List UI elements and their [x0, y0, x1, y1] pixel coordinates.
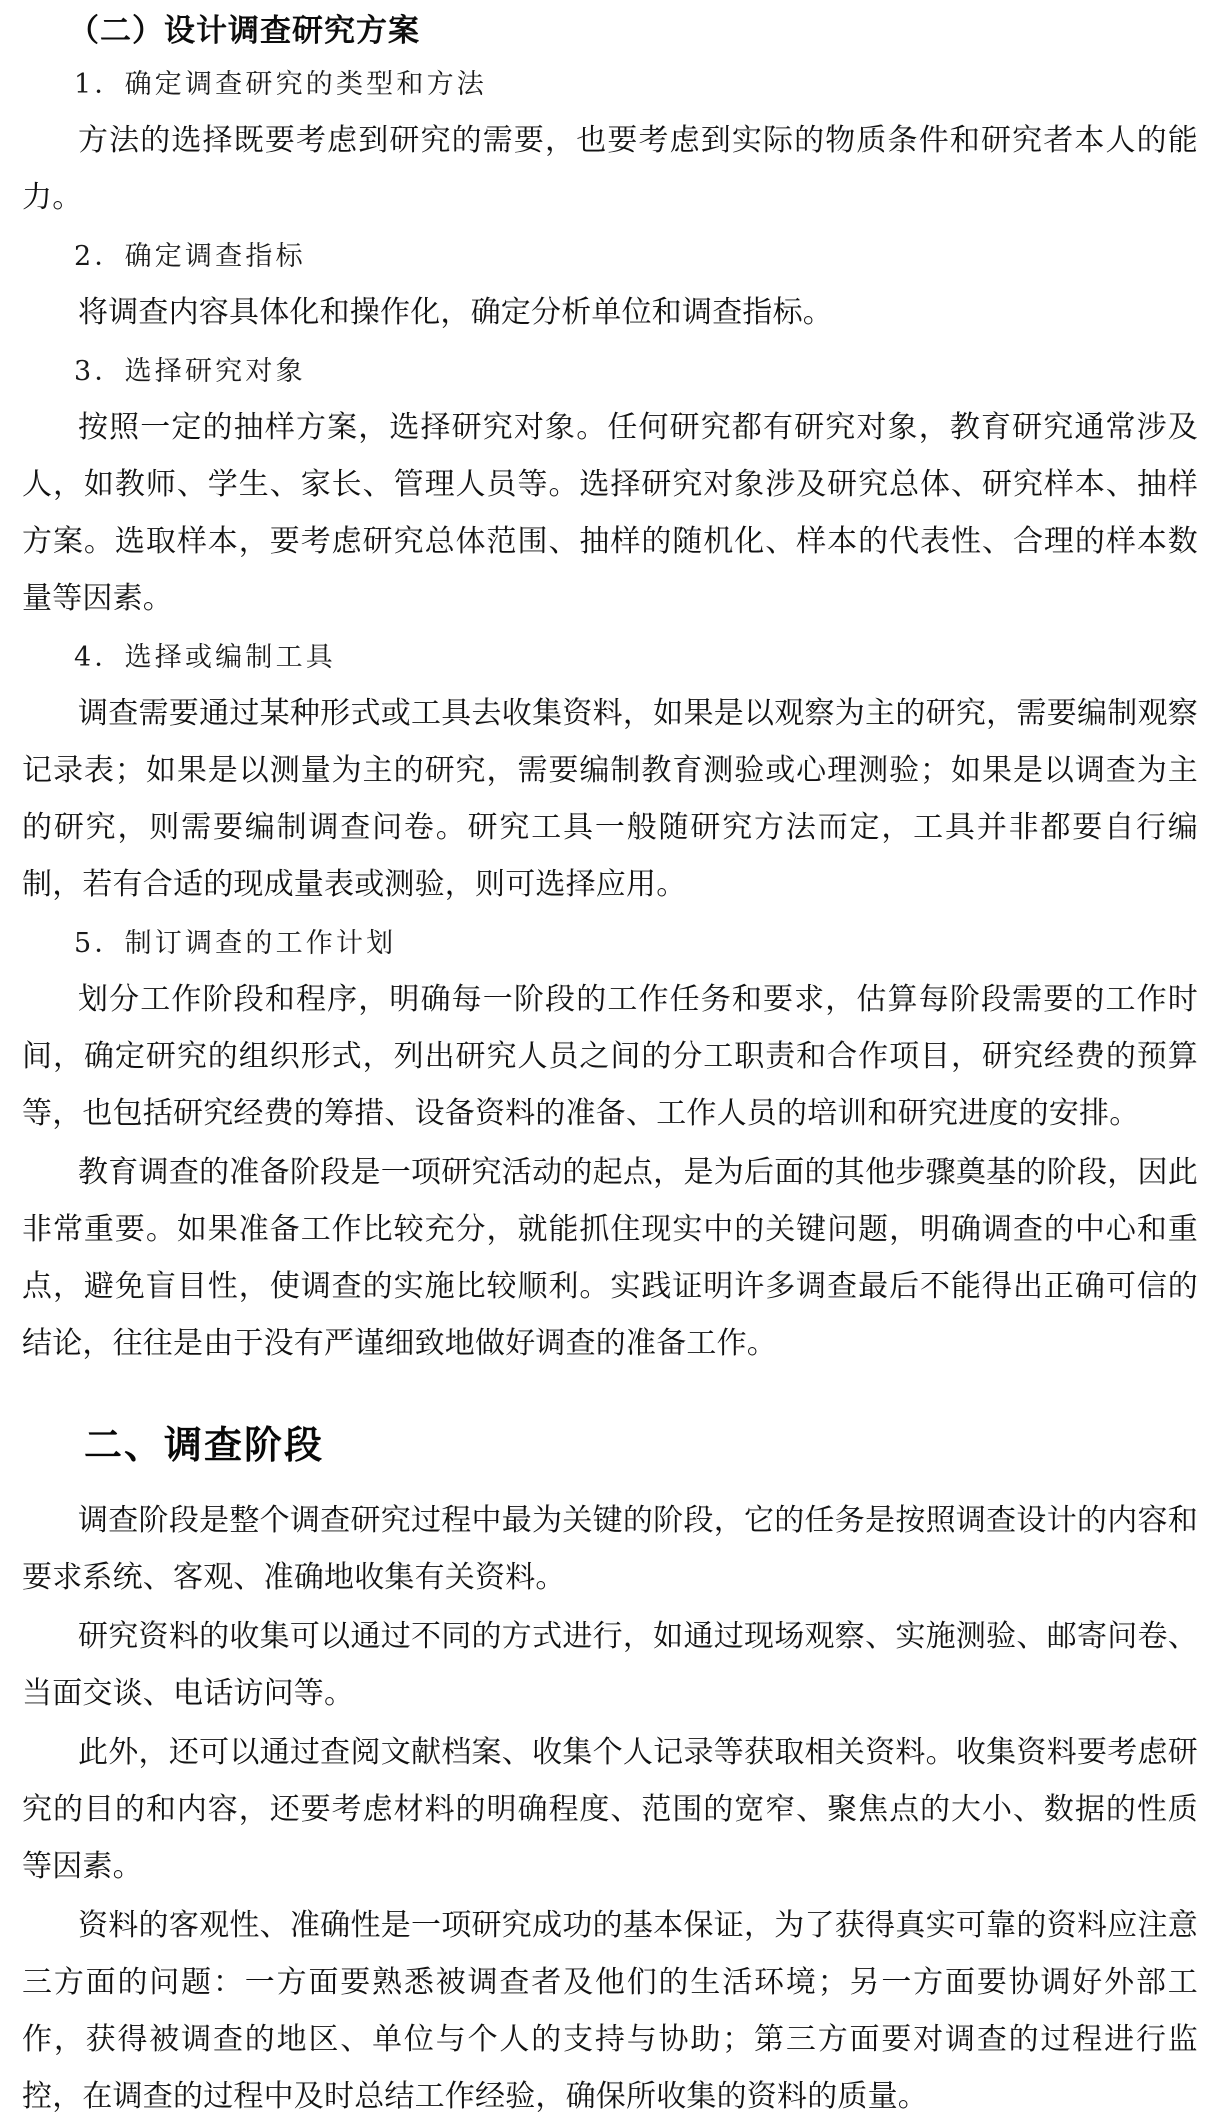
item-title-2: 2．确定调查指标: [74, 241, 306, 272]
section-heading-two: 二、调查阶段: [84, 1423, 325, 1467]
item-title-4: 4．选择或编制工具: [74, 642, 336, 673]
section-heading-b: （二）设计调查研究方案: [68, 13, 420, 49]
item-title-5: 5．制订调查的工作计划: [74, 928, 397, 959]
section-two-paragraph-4: 资料的客观性、准确性是一项研究成功的基本保证，为了获得真实可靠的资料应注意三方面的问题：一方面要熟悉被调查者及他们的生活环境；另一方面要协调好外部工作，获得被调查的地区、单位与个人的支持与协助；第三方面要对调查的过程进行监控，在调查的过程中及时总结工作经验，确保所收集的资料的质量。: [22, 1908, 1198, 2114]
item-title-1: 1．确定调查研究的类型和方法: [74, 69, 487, 100]
item-title-3: 3．选择研究对象: [74, 356, 306, 387]
item-5-paragraph-1: 划分工作阶段和程序，明确每一阶段的工作任务和要求，估算每阶段需要的工作时间，确定研究的组织形式，列出研究人员之间的分工职责和合作项目，研究经费的预算等，也包括研究经费的筹措、设备资料的准备、工作人员的培训和研究进度的安排。: [22, 982, 1198, 1131]
item-3-paragraph-1: 按照一定的抽样方案，选择研究对象。任何研究都有研究对象，教育研究通常涉及人，如教师、学生、家长、管理人员等。选择研究对象涉及研究总体、研究样本、抽样方案。选取样本，要考虑研究总体范围、抽样的随机化、样本的代表性、合理的样本数量等因素。: [22, 410, 1198, 616]
section-two-paragraph-2: 研究资料的收集可以通过不同的方式进行，如通过现场观察、实施测验、邮寄问卷、当面交谈、电话访问等。: [22, 1619, 1198, 1711]
section-two-paragraph-1: 调查阶段是整个调查研究过程中最为关键的阶段，它的任务是按照调查设计的内容和要求系统、客观、准确地收集有关资料。: [22, 1503, 1198, 1595]
section-two-paragraph-3: 此外，还可以通过查阅文献档案、收集个人记录等获取相关资料。收集资料要考虑研究的目的和内容，还要考虑材料的明确程度、范围的宽窄、聚焦点的大小、数据的性质等因素。: [22, 1735, 1198, 1884]
item-5-paragraph-2: 教育调查的准备阶段是一项研究活动的起点，是为后面的其他步骤奠基的阶段，因此非常重要。如果准备工作比较充分，就能抓住现实中的关键问题，明确调查的中心和重点，避免盲目性，使调查的实施比较顺利。实践证明许多调查最后不能得出正确可信的结论，往往是由于没有严谨细致地做好调查的准备工作。: [22, 1155, 1198, 1361]
item-2-paragraph-1: 将调查内容具体化和操作化，确定分析单位和调查指标。: [78, 295, 833, 330]
item-4-paragraph-1: 调查需要通过某种形式或工具去收集资料，如果是以观察为主的研究，需要编制观察记录表；如果是以测量为主的研究，需要编制教育测验或心理测验；如果是以调查为主的研究，则需要编制调查问卷。研究工具一般随研究方法而定，工具并非都要自行编制，若有合适的现成量表或测验，则可选择应用。: [22, 696, 1198, 902]
item-1-paragraph-1: 方法的选择既要考虑到研究的需要，也要考虑到实际的物质条件和研究者本人的能力。: [22, 123, 1198, 215]
